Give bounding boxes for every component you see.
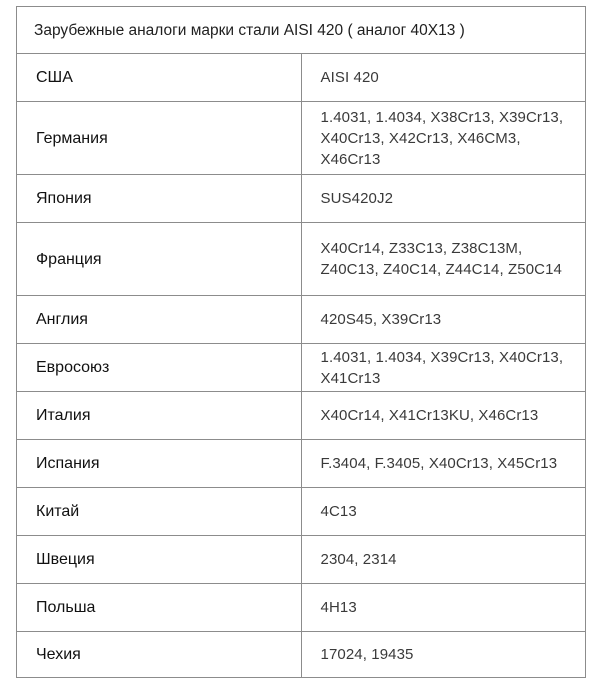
table-title-row <box>17 7 586 54</box>
country-cell: Китай <box>17 488 302 536</box>
steel-analogs-table <box>16 6 586 678</box>
country-cell: Испания <box>17 440 302 488</box>
table-row <box>17 344 586 392</box>
table-row <box>17 488 586 536</box>
grades-cell: 420S45, X39Cr13 <box>301 296 586 344</box>
country-cell: Чехия <box>17 632 302 678</box>
table-row <box>17 54 586 102</box>
table-row <box>17 536 586 584</box>
grades-cell: 17024, 19435 <box>301 632 586 678</box>
table-row <box>17 296 586 344</box>
grades-cell: SUS420J2 <box>301 175 586 223</box>
grades-cell: X40Cr14, X41Cr13KU, X46Cr13 <box>301 392 586 440</box>
table-row <box>17 440 586 488</box>
grades-cell: F.3404, F.3405, X40Cr13, X45Cr13 <box>301 440 586 488</box>
country-cell: Япония <box>17 175 302 223</box>
table-title: Зарубежные аналоги марки стали AISI 420 ( аналог 40Х13 ) <box>17 7 586 54</box>
country-cell: Франция <box>17 223 302 296</box>
grades-cell: 4H13 <box>301 584 586 632</box>
country-cell: Италия <box>17 392 302 440</box>
grades-cell: 1.4031, 1.4034, X38Cr13, X39Cr13, X40Cr13, X42Cr13, X46CM3, X46Cr13 <box>301 102 586 175</box>
country-cell: Швеция <box>17 536 302 584</box>
steel-analogs-table-container <box>16 6 586 678</box>
grades-cell: AISI 420 <box>301 54 586 102</box>
grades-cell: X40Cr14, Z33C13, Z38C13M, Z40C13, Z40C14, Z44C14, Z50C14 <box>301 223 586 296</box>
country-cell: Германия <box>17 102 302 175</box>
country-cell: Англия <box>17 296 302 344</box>
table-row <box>17 584 586 632</box>
table-row <box>17 392 586 440</box>
table-row <box>17 102 586 175</box>
country-cell: Польша <box>17 584 302 632</box>
table-row <box>17 175 586 223</box>
country-cell: Евросоюз <box>17 344 302 392</box>
table-row <box>17 632 586 678</box>
table-row <box>17 223 586 296</box>
grades-cell: 2304, 2314 <box>301 536 586 584</box>
grades-cell: 4C13 <box>301 488 586 536</box>
country-cell: США <box>17 54 302 102</box>
grades-cell: 1.4031, 1.4034, X39Cr13, X40Cr13, X41Cr13 <box>301 344 586 392</box>
